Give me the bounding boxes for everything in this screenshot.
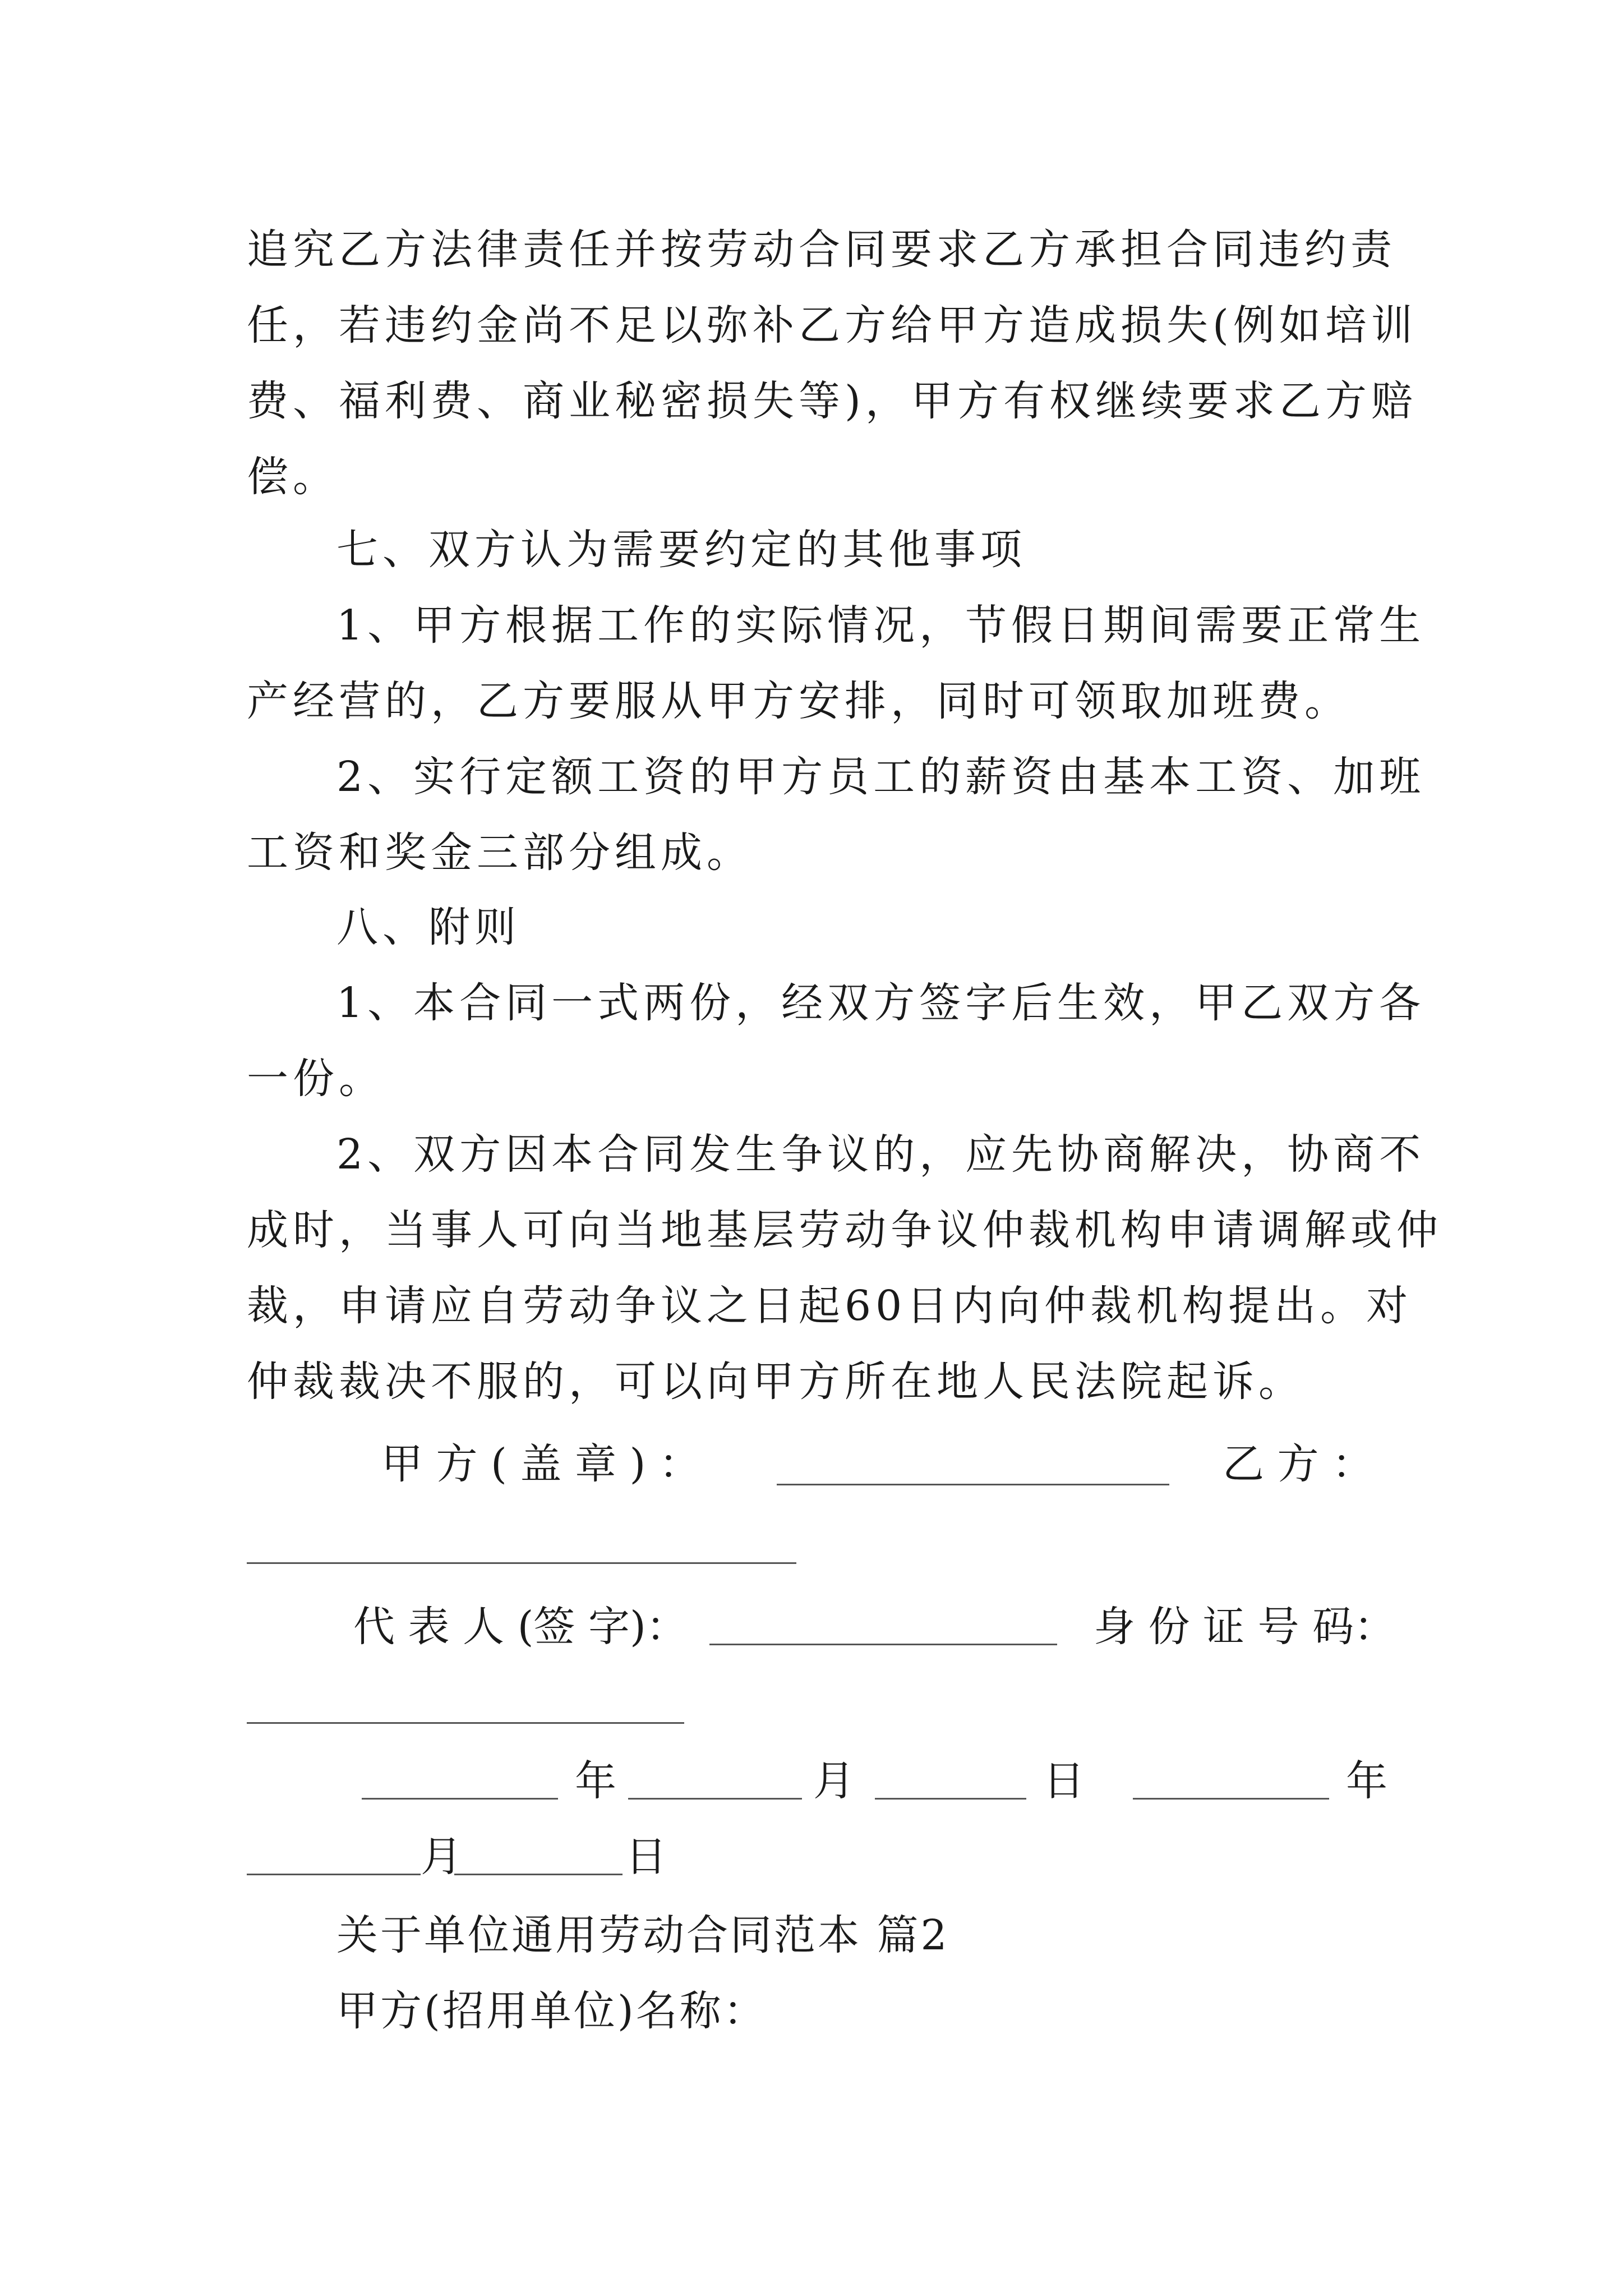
representative-label: 代 表 人 (签 字)： bbox=[353, 1603, 688, 1651]
paragraph-line: 成时，当事人可向当地基层劳动争议仲裁机构申请调解或仲 bbox=[247, 1206, 1442, 1254]
signature-row-representative bbox=[247, 1599, 1396, 1655]
party-a-label: 甲 方 ( 盖 章 ) ： bbox=[381, 1440, 700, 1488]
party-b-label: 乙 方 ： bbox=[1223, 1440, 1374, 1488]
month-blank-b[interactable] bbox=[247, 1874, 421, 1875]
paragraph-line: 费、福利费、商业秘密损失等)，甲方有权继续要求乙方赔 bbox=[247, 377, 1417, 425]
date-month-label: 月 bbox=[813, 1757, 855, 1805]
id-number-blank[interactable] bbox=[247, 1722, 684, 1724]
day-blank-b[interactable] bbox=[454, 1874, 623, 1875]
party-b-blank[interactable] bbox=[247, 1562, 796, 1564]
section-heading: 七、双方认为需要约定的其他事项 bbox=[336, 526, 1026, 574]
paragraph-line: 任，若违约金尚不足以弥补乙方给甲方造成损失(例如培训 bbox=[247, 301, 1417, 349]
paragraph-line: 一份。 bbox=[247, 1055, 385, 1103]
paragraph-line: 1、甲方根据工作的实际情况，节假日期间需要正常生 bbox=[336, 601, 1426, 650]
date-year-label: 年 bbox=[575, 1757, 616, 1805]
paragraph-line: 仲裁裁决不服的，可以向甲方所在地人民法院起诉。 bbox=[247, 1358, 1304, 1406]
signature-row-dates bbox=[247, 1753, 1388, 1809]
paragraph-line: 产经营的，乙方要服从甲方安排，同时可领取加班费。 bbox=[247, 677, 1350, 725]
paragraph-line: 偿。 bbox=[247, 453, 339, 501]
paragraph-line: 2、实行定额工资的甲方员工的薪资由基本工资、加班 bbox=[336, 753, 1426, 801]
date-day-label: 日 bbox=[1043, 1757, 1085, 1805]
paragraph-line: 2、双方因本合同发生争议的，应先协商解决，协商不 bbox=[336, 1130, 1426, 1179]
date-year-label-b: 年 bbox=[1346, 1757, 1387, 1805]
year-blank-b[interactable] bbox=[1133, 1798, 1329, 1800]
representative-signature-blank[interactable] bbox=[709, 1644, 1057, 1645]
section-heading: 八、附则 bbox=[336, 903, 520, 951]
date-month-label-b: 月 bbox=[421, 1833, 462, 1881]
id-number-label: 身 份 证 号 码： bbox=[1094, 1603, 1396, 1651]
paragraph-line: 工资和奖金三部分组成。 bbox=[247, 829, 753, 877]
paragraph-line: 1、本合同一式两份，经双方签字后生效，甲乙双方各 bbox=[336, 979, 1426, 1027]
party-a-seal-blank[interactable] bbox=[777, 1484, 1169, 1485]
year-blank-a[interactable] bbox=[362, 1798, 558, 1800]
signature-row-dates-b bbox=[247, 1829, 1388, 1885]
paragraph-line: 追究乙方法律责任并按劳动合同要求乙方承担合同违约责 bbox=[247, 226, 1396, 274]
month-blank-a[interactable] bbox=[628, 1798, 802, 1800]
section-title: 关于单位通用劳动合同范本 篇2 bbox=[336, 1911, 949, 1959]
party-a-name-label: 甲方(招用单位)名称： bbox=[336, 1987, 767, 2035]
paragraph-line: 裁，申请应自劳动争议之日起60日内向仲裁机构提出。对 bbox=[247, 1282, 1413, 1330]
date-day-label-b: 日 bbox=[625, 1833, 667, 1881]
day-blank-a[interactable] bbox=[875, 1798, 1026, 1800]
